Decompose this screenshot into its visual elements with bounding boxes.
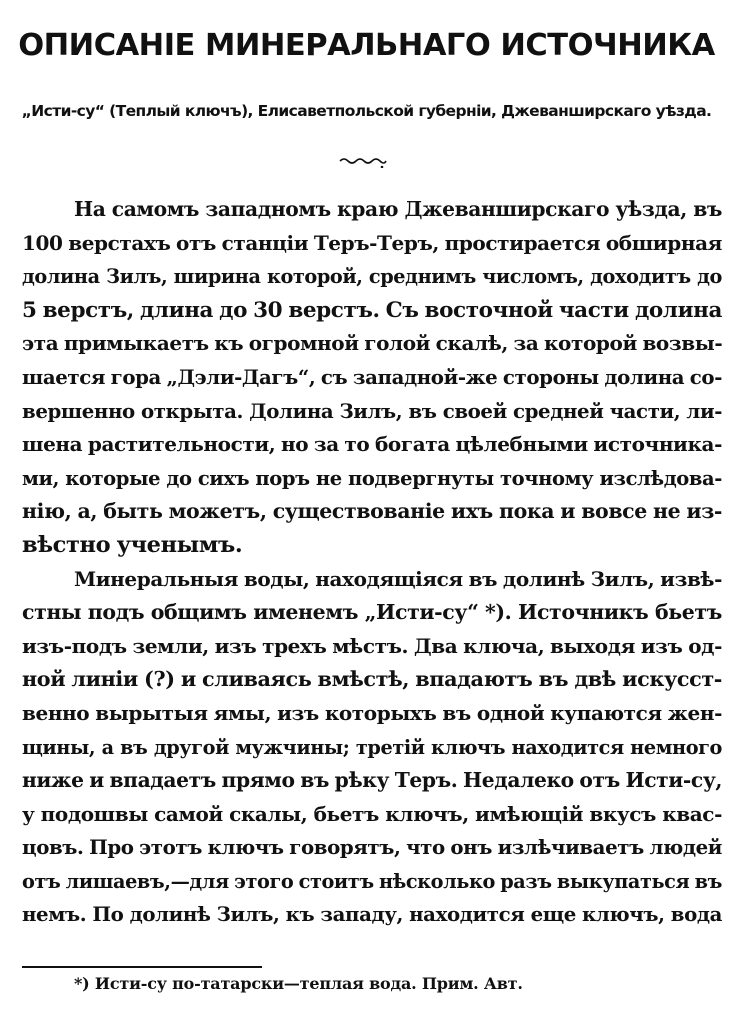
text-line: шена растительности, но за то богата цѣлебными источника- [22, 432, 722, 457]
text-line: Минеральныя воды, находящіяся въ долинѣ Зилъ, извѣ- [74, 566, 722, 591]
document-title: ОПИСАНІЕ МИНЕРАЛЬНАГО ИСТОЧНИКА [18, 28, 715, 63]
text-line: 100 верстахъ отъ станціи Теръ-Теръ, простирается обширная [22, 230, 722, 255]
footnote-divider [22, 966, 262, 968]
text-line: долина Зилъ, ширина которой, среднимъ числомъ, доходитъ до [22, 265, 722, 289]
text-line: На самомъ западномъ краю Джеванширскаго уѣзда, въ [74, 197, 722, 221]
text-line: стны подъ общимъ именемъ „Исти-су“ *). Источникъ бьетъ [22, 600, 722, 625]
article-body [22, 193, 722, 932]
text-line: цовъ. Про этотъ ключъ говорятъ, что онъ излѣчиваетъ людей [22, 835, 722, 860]
document-subtitle: „Исти-су“ (Теплый ключъ), Елисаветпольской губерніи, Джеванширскаго уѣзда. [21, 102, 712, 120]
text-line: отъ лишаевъ,—для этого стоитъ нѣсколько разъ выкупаться въ [22, 869, 722, 893]
text-line: нію, а, быть можетъ, существованіе ихъ пока и вовсе не из- [22, 499, 722, 524]
text-line: ми, которые до сихъ поръ не подвергнуты точному изслѣдова- [22, 466, 722, 490]
text-line: венно вырытыя ямы, изъ которыхъ въ одной купаются жен- [22, 700, 722, 725]
text-line: эта примыкаетъ къ огромной голой скалѣ, за которой возвы- [22, 331, 723, 356]
text-line: вѣстно ученымъ. [22, 531, 243, 558]
decorative-flourish-icon [338, 154, 388, 168]
text-line: ниже и впадаетъ прямо въ рѣку Теръ. Недалеко отъ Исти-су, [22, 768, 723, 793]
footnote: *) Исти-су по-татарски—теплая вода. Прим. Авт. [74, 974, 523, 993]
paragraph-1 [22, 193, 722, 563]
text-line: немъ. По долинѣ Зилъ, къ западу, находится еще ключъ, вода [22, 902, 722, 927]
paragraph-2 [22, 563, 722, 933]
text-line: ной линіи (?) и сливаясь вмѣстѣ, впадаютъ въ двѣ искусст- [22, 667, 722, 692]
text-line: у подошвы самой скалы, бьетъ ключъ, имѣющій вкусъ квас- [22, 801, 722, 826]
text-line: 5 верстъ, длина до 30 верстъ. Съ восточной части долина [22, 297, 722, 323]
text-line: шается гора „Дэли-Дагъ“, съ западной-же стороны долина со- [22, 364, 722, 389]
text-line: вершенно открыта. Долина Зилъ, въ своей средней части, ли- [22, 398, 722, 423]
text-line: щины, а въ другой мужчины; третій ключъ находится немного [22, 735, 722, 759]
text-line: изъ-подъ земли, изъ трехъ мѣстъ. Два ключа, выходя изъ од- [22, 633, 722, 658]
